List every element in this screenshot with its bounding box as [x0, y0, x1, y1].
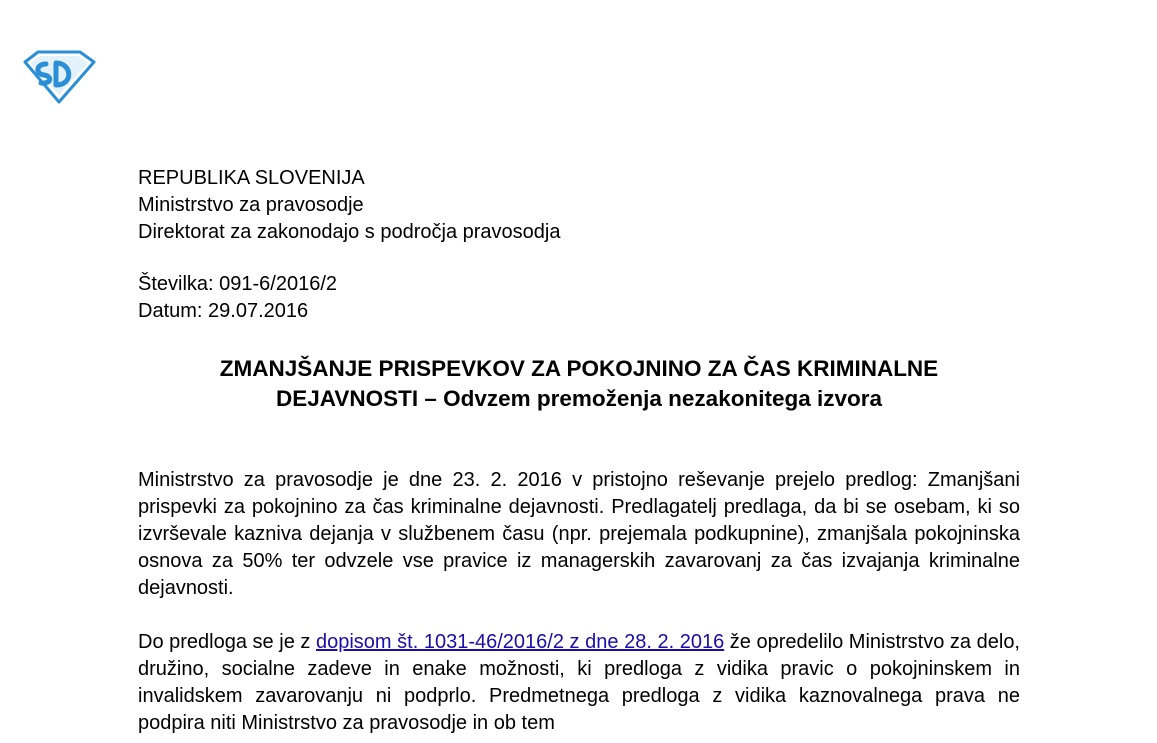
- shield-logo-icon: [22, 50, 96, 104]
- body-paragraph-1: Ministrstvo za pravosodje je dne 23. 2. 2016 v pristojno reševanje prejelo predlog: Zmanjšani prispevki za pokojnino za čas kriminalne dejavnosti. Predlagatelj predlaga, da bi se osebam, ki so izvrševale kazniva dejanja v službenem času (npr. prejemala podkupnine), zmanjšala pokojninska osnova za 50% ter odvzele vse pravice iz managerskih zavarovanj za čas izvajanja kriminalne dejavnosti.: [138, 469, 1020, 599]
- paragraph-2-intro: Do predloga se je z: [138, 631, 316, 653]
- letter-link[interactable]: dopisom št. 1031-46/2016/2 z dne 28. 2. 2016: [315, 631, 725, 653]
- paragraph-2-text: že opredelilo Ministrstvo za delo, družino, socialne zadeve in enake možnosti, ki predloga z vidika pravic o pokojninskem in invalidskem zavarovanju ni podprlo. Predmetnega predloga z vidika kaznovalnega prava ne podpira niti Ministrstvo za pravosodje in ob tem: [138, 631, 1020, 734]
- document-meta: [138, 271, 337, 325]
- country-line: REPUBLIKA SLOVENIJA: [138, 167, 365, 189]
- document-number: Številka: 091-6/2016/2: [138, 273, 338, 295]
- document-title: [138, 354, 1020, 414]
- ministry-line: Ministrstvo za pravosodje: [138, 194, 364, 216]
- sender-header: [138, 165, 560, 246]
- document-date: Datum: 29.07.2016: [138, 300, 309, 322]
- directorate-line: Direktorat za zakonodajo s področja pravosodja: [138, 221, 561, 243]
- body-paragraph-2: [138, 629, 1020, 737]
- title-line-1: ZMANJŠANJE PRISPEVKOV ZA POKOJNINO ZA ČAS KRIMINALNE: [219, 356, 939, 381]
- title-line-2: DEJAVNOSTI – Odvzem premoženja nezakonitega izvora: [275, 386, 882, 411]
